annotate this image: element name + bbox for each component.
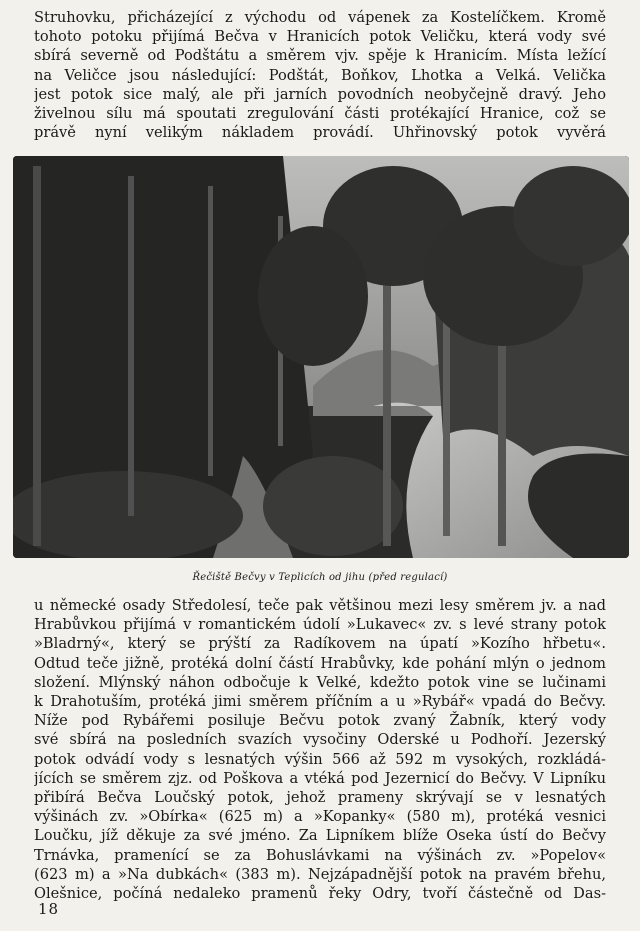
text-line: jících se směrem zjz. od Poškova a vtéká pod Jezernicí do Bečvy. V Lipníku	[34, 769, 606, 787]
page-number: 18	[38, 900, 60, 918]
text-line: složení. Mlýnský náhon odbočuje k Velké, kdežto potok vine se lučinami	[34, 673, 606, 691]
text-line: potok odvádí vody s lesnatých výšin 566 až 592 m vysokých, rozkládá-	[34, 750, 606, 768]
text-line: tohoto potoku přijímá Bečva v Hranicích potok Veličku, která vody své	[34, 28, 606, 46]
text-line: Loučku, jíž děkuje za své jméno. Za Lipníkem blíže Oseka ústí do Bečvy	[34, 827, 606, 845]
text-line: živelnou sílu má spoutati zregulování části protékající Hranice, což se	[34, 105, 606, 123]
text-line: své sbírá na posledních svazích vysočiny Oderské u Podhoří. Jezerský	[34, 731, 606, 749]
text-line: Trnávka, pramenící se za Bohuslávkami na výšinách zv. »Popelov«	[34, 846, 606, 864]
river-forest-photo	[13, 156, 629, 558]
photo-caption: Řečiště Bečvy v Teplicích od jihu (před regulací)	[192, 572, 448, 583]
text-line: právě nyní velikým nákladem provádí. Uhřinovský potok vyvěrá	[34, 124, 606, 142]
text-line: Hrabůvkou přijímá v romantickém údolí »Lukavec« zv. s levé strany potok	[34, 616, 606, 634]
text-line: na Veličce jsou následující: Podštát, Boňkov, Lhotka a Velká. Velička	[34, 66, 606, 84]
text-line: Níže pod Rybářemi posiluje Bečvu potok zvaný Žabník, který vody	[34, 712, 606, 730]
text-line: (623 m) a »Na dubkách« (383 m). Nejzápadnější potok na pravém břehu,	[34, 865, 606, 883]
top-paragraph	[34, 8, 606, 142]
bottom-paragraph	[34, 596, 606, 903]
text-line: u německé osady Středolesí, teče pak většinou mezi lesy směrem jv. a nad	[34, 597, 606, 614]
text-line: výšinách zv. »Obírka« (625 m) a »Kopanky« (580 m), protéká vesnici	[34, 808, 606, 826]
text-line: k Drahotuším, protéká jimi směrem příčním a u »Rybář« vpadá do Bečvy.	[34, 693, 606, 711]
text-line: Olešnice, počíná nedaleko pramenů řeky Odry, tvoří částečně od Das-	[34, 885, 606, 903]
text-line: sbírá severně od Podštátu a směrem vjv. spěje k Hranicím. Místa ležící	[34, 47, 606, 65]
river-forest-photo-icon	[13, 156, 629, 558]
text-line: »Bladrný«, který se prýští za Radíkovem na úpatí »Kozího hřbetu«.	[34, 635, 606, 653]
text-line: Struhovku, přicházející z východu od vápenek za Kostelíčkem. Kromě	[34, 9, 606, 26]
text-line: Odtud teče jižně, protéká dolní částí Hrabůvky, kde pohání mlýn o jednom	[34, 654, 606, 672]
text-line: přibírá Bečva Loučský potok, jehož prameny skrývají se v lesnatých	[34, 789, 606, 807]
text-line: jest potok sice malý, ale při jarních povodních neobyčejně dravý. Jeho	[34, 85, 606, 103]
